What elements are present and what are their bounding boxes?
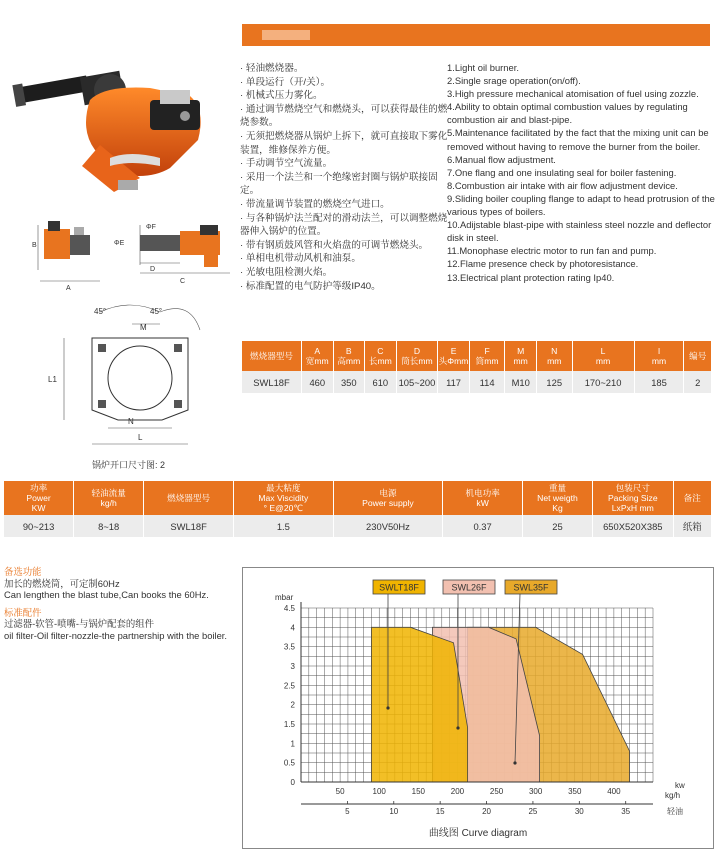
features-cn-list	[240, 62, 450, 293]
table-header-cell: D 筒长mm	[396, 341, 438, 371]
table-header-cell: B 高mm	[333, 341, 365, 371]
x-axis-label-kgh: kg/h	[665, 791, 681, 800]
table-header-cell: 重量 Net weigth Kg	[522, 481, 592, 515]
feature-cn-item: · 带流量调节装置的燃烧空气进口。	[240, 198, 390, 210]
y-tick-label: 0.5	[283, 758, 295, 768]
table-header-cell: 功率 Power KW	[4, 481, 74, 515]
options-title-1: 备选功能	[4, 566, 42, 577]
options-title-2: 标准配件	[4, 606, 42, 618]
feature-en-item: 11.Monophase electric motor to run fan and pump.	[447, 245, 657, 257]
chart-title: 曲线图 Curve diagram	[428, 828, 528, 839]
feature-cn-item: · 采用一个法兰和一个绝缘密封圈与锅炉联接固定。	[240, 171, 438, 197]
feature-cn-item: · 与各种锅炉法兰配对的滑动法兰，可以调整燃烧器伸入锅炉的位置。	[240, 212, 448, 238]
feature-en-item: 1.Light oil burner.	[447, 62, 519, 73]
feature-cn-item: · 手动调节空气流量。	[240, 158, 333, 170]
angle-left-label: 45°	[94, 307, 107, 316]
table-header-cell: 燃烧器型号	[242, 341, 302, 371]
table-header-cell: E 头Φmm	[438, 341, 470, 371]
table-header-cell: 最大粘度 Max Viscidity ° E@20℃	[234, 481, 334, 515]
feature-en-item: 13.Electrical plant protection rating Ip40.	[447, 271, 615, 283]
x-tick-label-kw: 100	[372, 787, 386, 796]
top-view-drawing	[112, 215, 242, 295]
legend-label: SWL26F	[451, 582, 487, 593]
table-cell: 8~18	[74, 515, 144, 537]
legend-dot	[456, 726, 459, 729]
boiler-opening-drawing	[40, 300, 240, 475]
x-tick-label-kgh: 15	[435, 807, 445, 816]
table-header-cell: F 筒mm	[469, 341, 505, 371]
table-header-cell: L mm	[572, 341, 634, 371]
feature-en-item: 8.Combustion air intake with air flow adjustment device.	[447, 179, 678, 191]
x-axis-label-oil: 轻油	[667, 807, 683, 816]
l-label: L	[138, 433, 143, 442]
y-tick-label: 3	[290, 662, 295, 671]
table-cell: 170~210	[572, 371, 634, 393]
dimension-table	[242, 341, 712, 393]
table-cell: 90~213	[4, 515, 74, 537]
table-cell: M10	[505, 371, 537, 393]
table-cell: 0.37	[443, 515, 523, 537]
feature-en-item: 10.Adijstable blast-pipe with stainless steel nozzle and deflector disk in steel.	[447, 219, 712, 244]
feature-cn-item: · 无须把燃烧器从锅炉上拆下，就可直接取下雾化装置，维修保养方便。	[240, 130, 448, 156]
feature-cn-item: · 光敏电阻检测火焰。	[240, 266, 333, 278]
table-header-cell: 机电功率 kW	[443, 481, 523, 515]
x-tick-label-kw: 50	[335, 787, 345, 796]
side-label-b: B	[32, 242, 37, 249]
x-tick-label-kw: 150	[411, 787, 426, 796]
curve-chart-frame	[242, 567, 714, 849]
table-header-cell: I mm	[634, 341, 684, 371]
x-tick-label-kw: 200	[450, 787, 465, 796]
table-cell: 114	[469, 371, 505, 393]
x-tick-label-kgh: 10	[389, 807, 399, 816]
y-tick-label: 1.5	[283, 720, 295, 729]
table-cell: 185	[634, 371, 684, 393]
table-cell: 25	[522, 515, 592, 537]
table-cell: 纸箱	[673, 515, 711, 537]
boiler-opening-caption: 锅炉开口尺寸图: 2	[92, 460, 166, 470]
feature-cn-item: · 轻油燃烧器。	[240, 63, 304, 74]
top-label-e: ΦE	[114, 240, 125, 247]
y-tick-label: 1	[290, 739, 295, 749]
features-en-list	[447, 61, 717, 284]
side-label-a: A	[66, 285, 71, 292]
table-header-cell: 备注	[673, 481, 711, 515]
table-header-cell: N mm	[536, 341, 572, 371]
legend-label: SWL35F	[513, 582, 549, 593]
header-bar	[242, 24, 710, 46]
table-header-cell: M mm	[505, 341, 537, 371]
series-area	[371, 627, 467, 782]
y-tick-label: 4	[290, 623, 295, 633]
options-text-1-en: Can lengthen the blast tube,Can books the 60Hz.	[4, 589, 209, 601]
n-label: N	[128, 417, 134, 426]
table-cell: 2	[684, 371, 712, 393]
angle-right-label: 45°	[150, 307, 163, 316]
table-cell: 610	[365, 371, 397, 393]
y-tick-label: 3.5	[283, 642, 295, 652]
options-text-2-cn: 过滤器-软管-喷嘴-与锅炉配套的组件	[4, 618, 154, 630]
y-tick-label: 0	[290, 778, 295, 787]
x-tick-label-kgh: 35	[621, 807, 631, 816]
options-text-1-cn: 加长的燃烧筒，可定制60Hz	[4, 577, 120, 589]
x-tick-label-kw: 300	[528, 787, 543, 796]
legend-label: SWLT18F	[379, 582, 419, 593]
x-tick-label-kw: 250	[489, 787, 504, 796]
feature-cn-item: · 单段运行（开/关）。	[240, 76, 331, 88]
options-text-2-en: oil filter-Oil filter-nozzle-the partnership with the boiler.	[4, 629, 228, 641]
curve-chart	[243, 568, 713, 848]
table-cell: 350	[333, 371, 365, 393]
x-axis-label-kw: kw	[675, 781, 685, 790]
x-tick-label-kgh: 20	[482, 807, 491, 816]
burner-photo	[10, 50, 235, 210]
feature-cn-item: · 单相电机带动风机和油泵。	[240, 253, 361, 265]
performance-table	[4, 481, 712, 537]
table-header-cell: 电源 Power supply	[333, 481, 443, 515]
y-tick-label: 2	[290, 700, 295, 710]
x-tick-label-kw: 350	[568, 787, 582, 796]
top-label-d: D	[150, 266, 156, 273]
y-axis-label: mbar	[275, 593, 294, 602]
y-tick-label: 4.5	[283, 604, 295, 613]
m-label: M	[140, 323, 147, 332]
table-header-cell: 轻油流量 kg/h	[74, 481, 144, 515]
table-cell: SWL18F	[242, 371, 302, 393]
legend-dot	[513, 761, 516, 764]
options-section	[4, 566, 239, 642]
table-cell: 117	[438, 371, 470, 393]
feature-en-item: 3.High pressure mechanical atomisation of fuel using zozzle.	[447, 88, 699, 100]
table-cell: SWL18F	[144, 515, 234, 537]
feature-en-item: 2.Single srage operation(on/off).	[447, 75, 581, 87]
feature-cn-item: · 机械式压力雾化。	[240, 90, 323, 102]
top-label-f: ΦF	[146, 224, 156, 231]
table-header-cell: A 宽mm	[302, 341, 334, 371]
feature-en-item: 4.Ability to obtain optimal combustion values by regulating combustion air and blast-pipe.	[447, 101, 688, 126]
x-tick-label-kgh: 5	[345, 807, 350, 816]
feature-cn-item: · 通过调节燃烧空气和燃烧头，可以获得最佳的燃烧参数。	[240, 103, 448, 129]
table-header-cell: 编号	[684, 341, 712, 371]
table-cell: 650X520X385	[593, 515, 674, 537]
table-header-cell: 燃烧器型号	[144, 481, 234, 515]
feature-cn-item: · 标准配置的电气防护等级IP40。	[240, 280, 381, 292]
header-tab	[262, 30, 310, 40]
feature-cn-item: · 带有钢质鼓风管和火焰盘的可调节燃烧头。	[240, 239, 429, 251]
top-label-c: C	[180, 278, 186, 285]
table-header-cell: 包装尺寸 Packing Size LxPxH mm	[593, 481, 674, 515]
table-header-cell: C 长mm	[365, 341, 397, 371]
x-tick-label-kgh: 30	[574, 807, 584, 816]
x-tick-label-kgh: 25	[528, 807, 538, 816]
table-cell: 125	[536, 371, 572, 393]
feature-en-item: 12.Flame presence check by photoresistance.	[447, 258, 639, 270]
x-tick-label-kw: 400	[607, 787, 621, 796]
table-cell: 460	[302, 371, 334, 393]
table-cell: 105~200	[396, 371, 438, 393]
feature-en-item: 9.Sliding boiler coupling flange to adapt to head protrusion of the various types of boilers.	[447, 192, 715, 218]
feature-en-item: 6.Manual flow adjustment.	[447, 153, 556, 165]
table-cell: 1.5	[234, 515, 334, 537]
y-tick-label: 2.5	[283, 681, 295, 691]
table-cell: 230V50Hz	[333, 515, 443, 537]
l1-label: L1	[48, 375, 57, 384]
feature-en-item: 7.One flang and one insulating seal for boiler fastening.	[447, 166, 677, 178]
feature-en-item: 5.Maintenance facilitated by the fact that the mixing unit can be removed without having to remove the burner from the boiler.	[447, 127, 709, 152]
legend-dot	[386, 706, 389, 709]
side-view-drawing	[20, 215, 110, 295]
